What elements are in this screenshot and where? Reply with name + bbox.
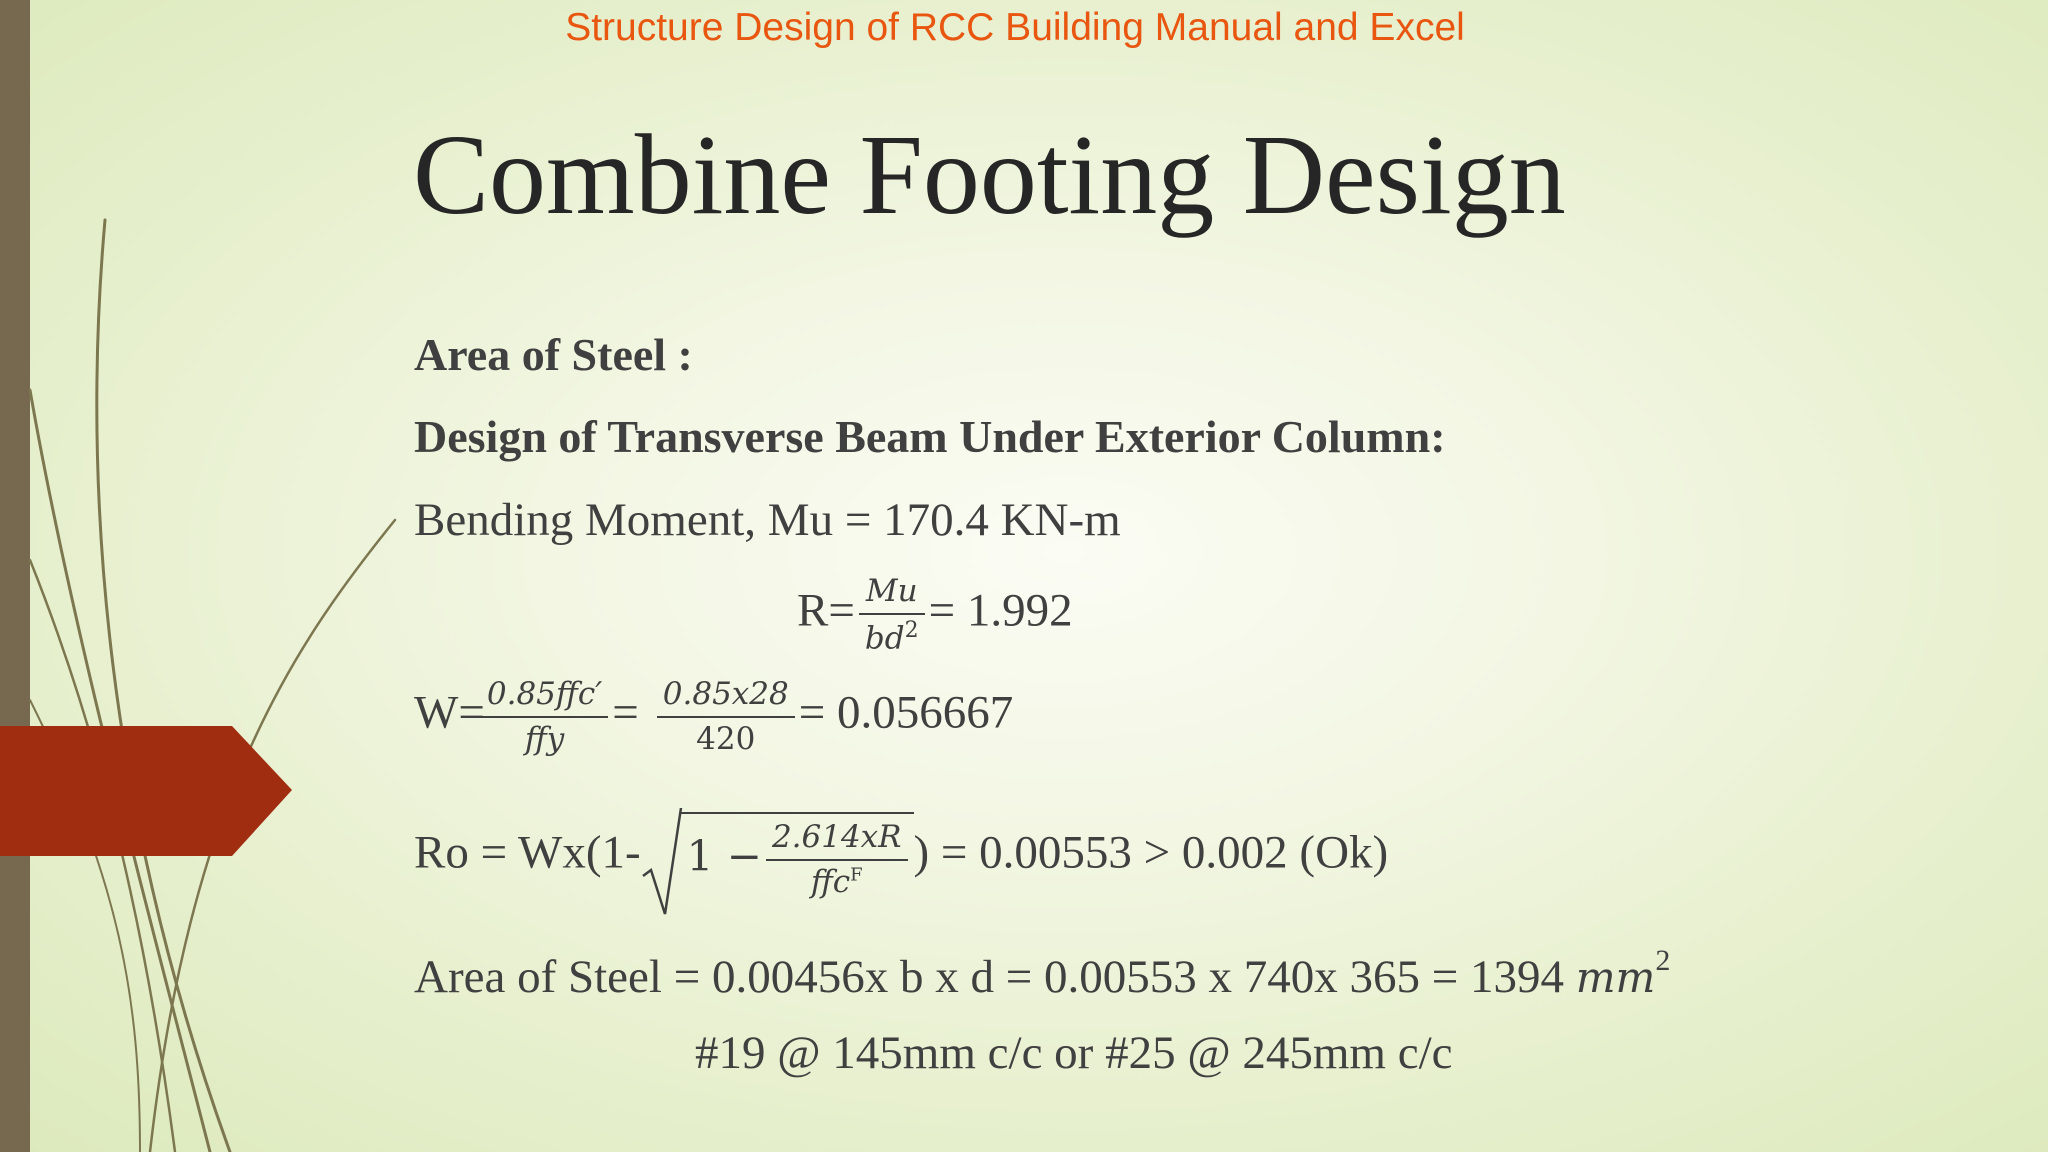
r-equation <box>797 572 1073 658</box>
header-subtitle: Structure Design of RCC Building Manual and Excel <box>565 6 1465 49</box>
ro-eq-inner: 1 − <box>686 831 762 881</box>
ro-eq-sqrt <box>641 812 914 902</box>
ro-equation <box>414 812 1388 902</box>
subsection-heading: Design of Transverse Beam Under Exterior Column: <box>414 411 1446 462</box>
r-eq-numerator: Mu <box>859 572 925 615</box>
w-eq-result: = 0.056667 <box>798 686 1014 739</box>
area-eq-unit: mm <box>1575 953 1656 1002</box>
w-equation <box>414 675 1013 759</box>
ro-eq-den-base: ffc <box>810 863 851 900</box>
r-eq-lhs: R= <box>797 584 855 637</box>
ro-eq-sqrt-inner <box>681 812 914 902</box>
rebar-spacing-text: #19 @ 145mm c/c or #25 @ 245mm c/c <box>695 1027 1453 1079</box>
ro-eq-fraction <box>766 818 908 902</box>
sqrt-sign-icon <box>641 806 683 918</box>
ro-eq-den-sup: F <box>850 864 863 886</box>
r-eq-fraction <box>859 572 925 658</box>
ro-eq-lhs: Ro = Wx(1- <box>414 826 641 879</box>
w-eq-fraction-2 <box>657 675 795 759</box>
section-heading: Area of Steel : <box>414 329 693 380</box>
ro-eq-den <box>766 861 908 902</box>
r-eq-den-exp: 2 <box>904 617 919 643</box>
w-eq-fraction-1 <box>481 675 608 759</box>
r-eq-result: = 1.992 <box>928 584 1073 637</box>
bending-moment-text: Bending Moment, Mu = 170.4 KN-m <box>414 494 1121 546</box>
w-eq-den1: ffy <box>524 720 565 757</box>
area-eq-text: Area of Steel = 0.00456x b x d = 0.00553 x 740x 365 = 1394 <box>414 951 1576 1003</box>
red-arrow-tab <box>0 0 300 1152</box>
slide-title: Combine Footing Design <box>413 111 1566 238</box>
r-eq-den-base: bd <box>864 620 905 657</box>
w-eq-lhs: W= <box>414 686 485 739</box>
ro-eq-num: 2.614xR <box>766 818 908 861</box>
r-eq-denominator <box>859 615 925 658</box>
area-of-steel-equation <box>414 944 1670 1004</box>
ro-eq-result: ) = 0.00553 > 0.002 (Ok) <box>913 826 1389 879</box>
w-eq-den2: 420 <box>696 720 756 757</box>
w-eq-equals: = <box>612 686 639 739</box>
w-eq-num2: 0.85x28 <box>657 675 795 718</box>
area-eq-unit-exp: 2 <box>1655 944 1671 977</box>
w-eq-num1: 0.85ffc′ <box>481 675 608 718</box>
